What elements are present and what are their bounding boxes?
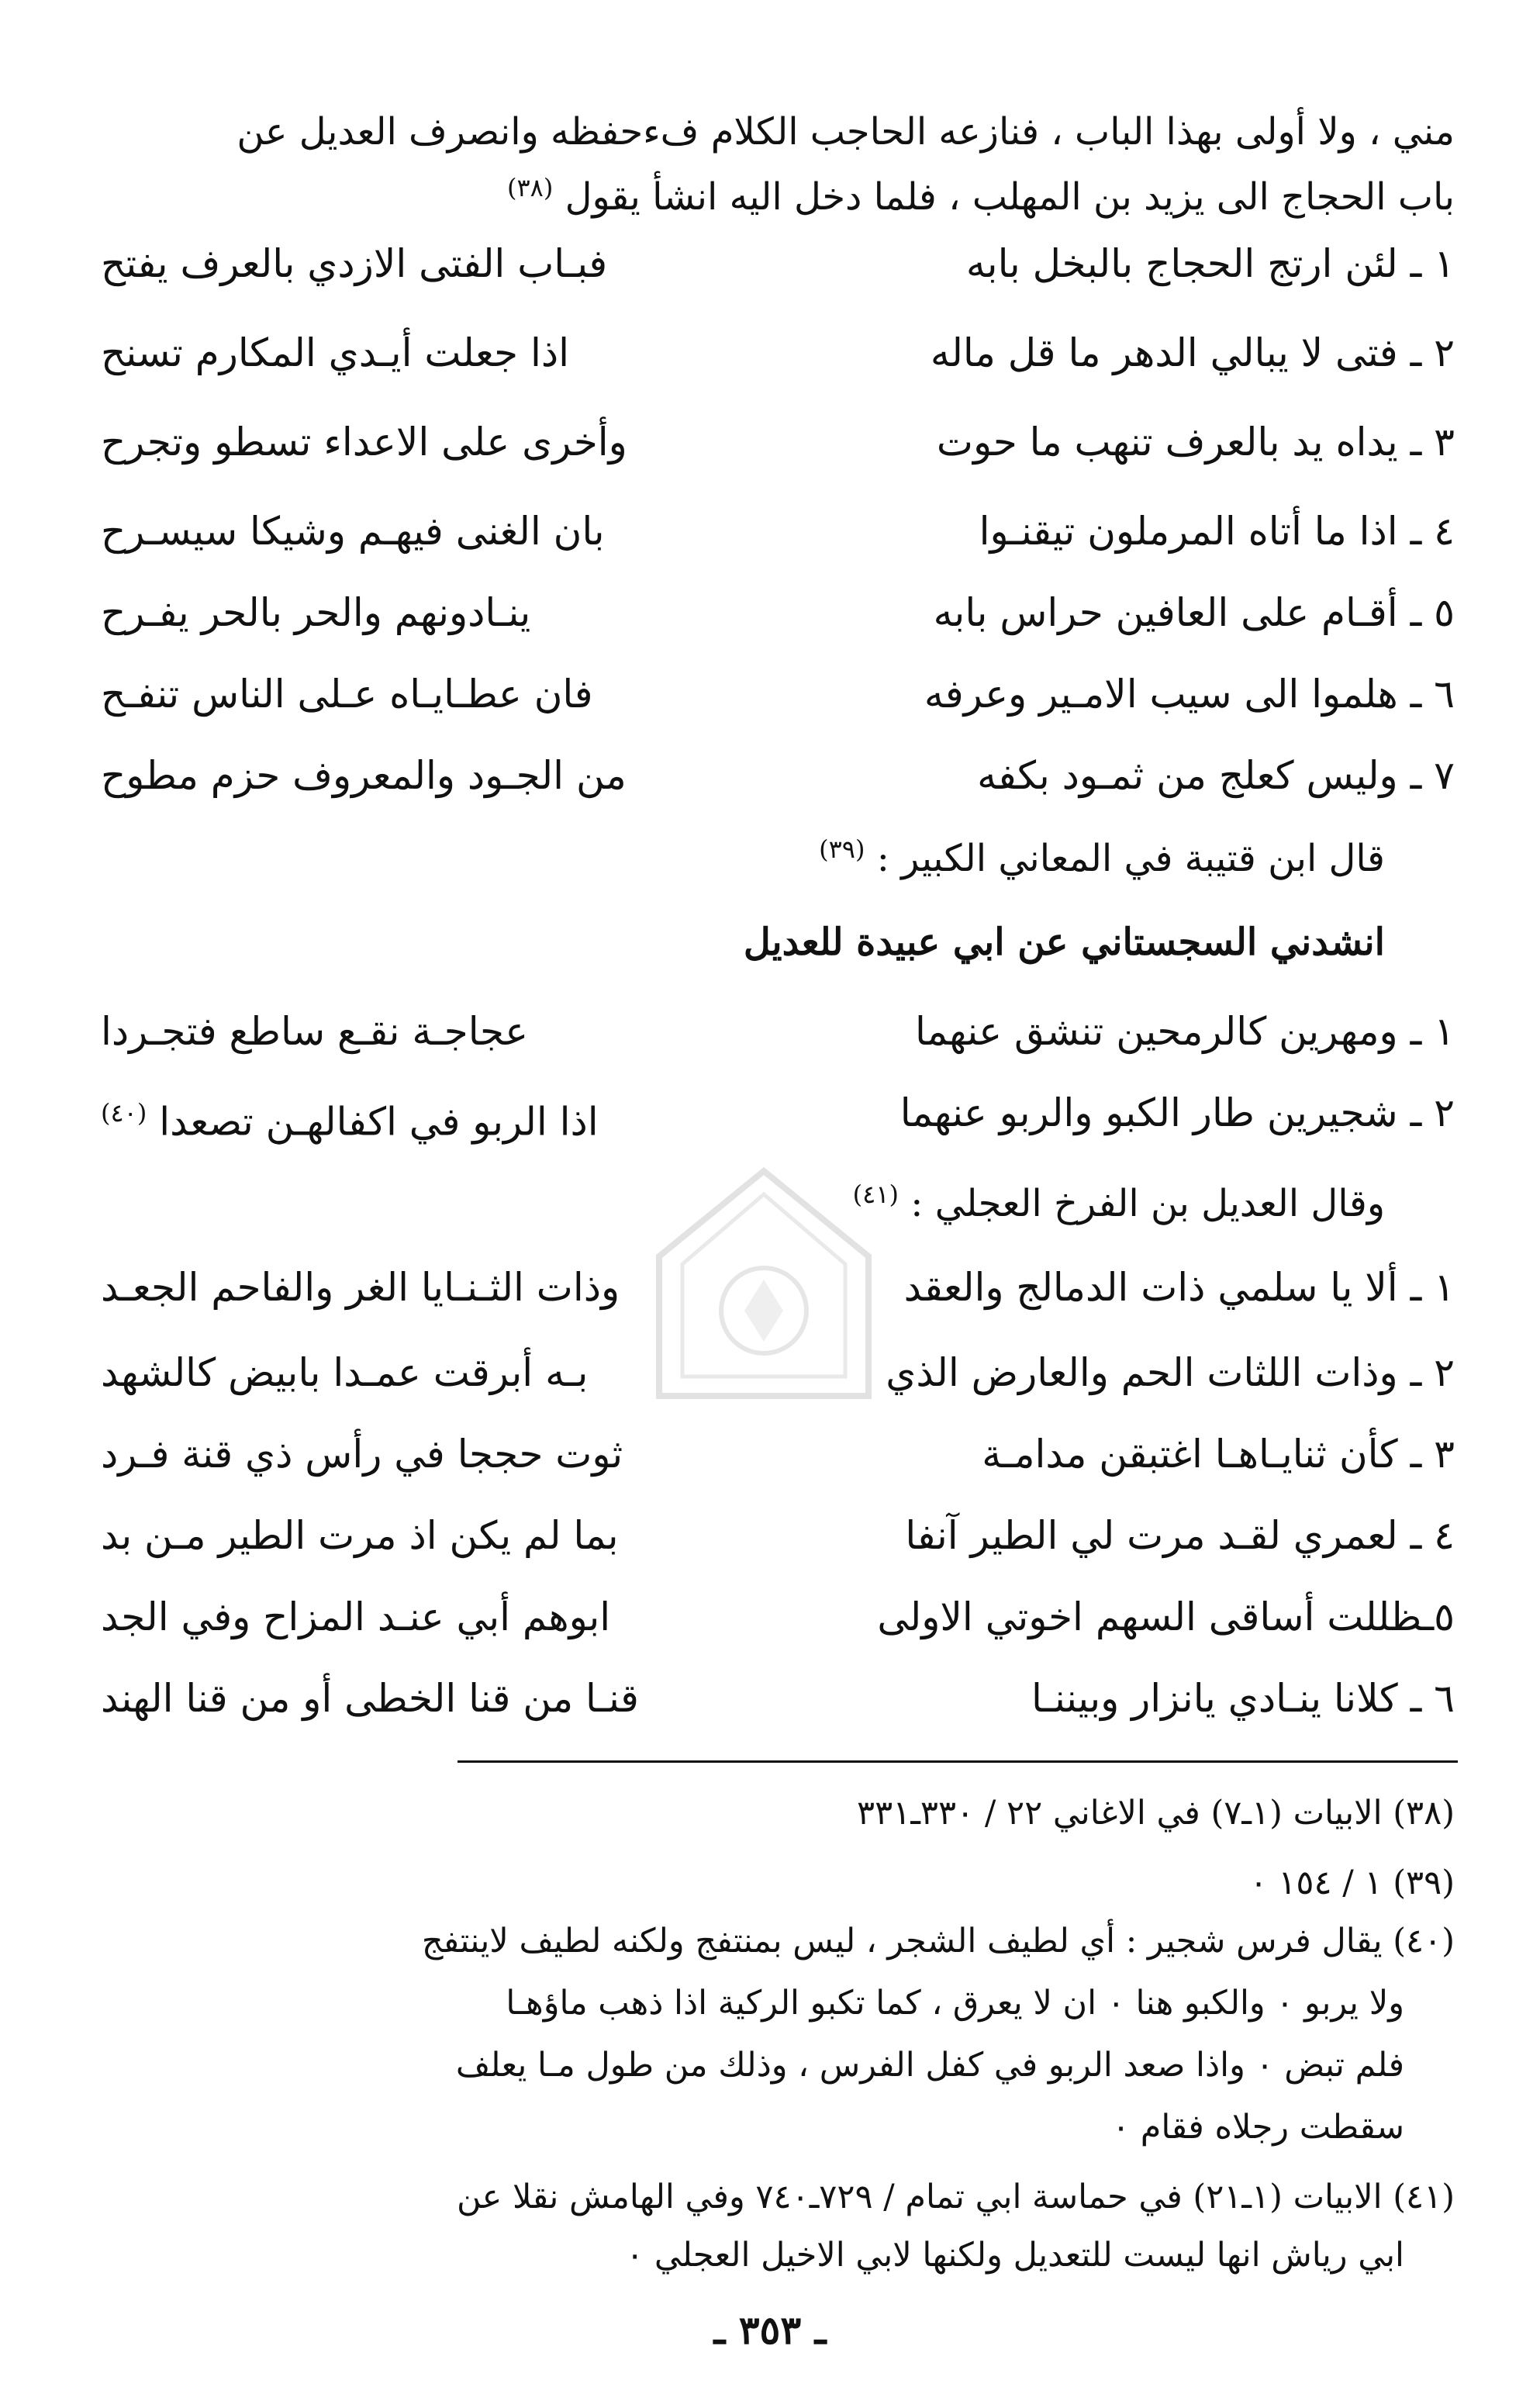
footnote-divider xyxy=(458,1760,1458,1763)
verse-3-4-hemistich-1: ٤ ـ لعمري لقـد مرت لي الطير آنفا xyxy=(905,1513,1455,1558)
verse-3-3-hemistich-2: ثوت حججا في رأس ذي قنة فـرد xyxy=(101,1432,623,1477)
verse-2-2-hemistich-1: ٢ ـ شجيرين طار الكبو والربو عنهما xyxy=(899,1090,1455,1135)
verse-1-2-hemistich-1: ٢ ـ فتى لا يبالي الدهر ما قل ماله xyxy=(930,330,1455,375)
verse-3-6-hemistich-1: ٦ ـ كلانا ينـادي يانزار وبيننـا xyxy=(1031,1676,1455,1721)
verse-2-1-hemistich-2: عجاجـة نقـع ساطع فتجـردا xyxy=(101,1009,529,1054)
verse-1-3-hemistich-1: ٣ ـ يداه يد بالعرف تنهب ما حوت xyxy=(936,420,1455,465)
quote-ibn-qutayba-text: قال ابن قتيبة في المعاني الكبير : xyxy=(876,837,1385,880)
verse-1-5-hemistich-1: ٥ ـ أقـام على العافين حراس بابه xyxy=(933,590,1455,635)
footnote-40-line-2: ولا يربو ٠ والكبو هنا ٠ ان لا يعرق ، كما تكبو الركية اذا ذهب ماؤهـا xyxy=(506,1984,1404,2023)
page-number: ـ ٣٥٣ ـ xyxy=(713,2307,827,2353)
verse-1-3-hemistich-2: وأخرى على الاعداء تسطو وتجرح xyxy=(101,420,627,465)
verse-1-6-hemistich-2: فان عطـايـاه عـلى الناس تنفـح xyxy=(101,672,593,717)
intro-line-2 xyxy=(85,164,1455,220)
verse-3-4-hemistich-2: بما لم يكن اذ مرت الطير مـن بد xyxy=(101,1513,619,1558)
quote-al-adil-text: وقال العديل بن الفرخ العجلي : xyxy=(910,1182,1385,1225)
footnote-ref-38: (٣٨) xyxy=(506,173,554,202)
footnote-ref-41: (٤١) xyxy=(852,1180,899,1209)
verse-3-2-hemistich-1: ٢ ـ وذات اللثات الحم والعارض الذي xyxy=(886,1350,1455,1395)
verse-3-6-hemistich-2: قنـا من قنا الخطى أو من قنا الهند xyxy=(101,1676,639,1721)
footnote-ref-40: (٤٠) xyxy=(101,1098,147,1128)
quote-ibn-qutayba xyxy=(85,826,1385,882)
quote-sijistani: انشدني السجستاني عن ابي عبيدة للعديل xyxy=(743,921,1385,964)
verse-3-1-hemistich-2: وذات الثـنـايا الغر والفاحم الجعـد xyxy=(101,1265,620,1310)
verse-1-6-hemistich-1: ٦ ـ هلموا الى سيب الامـير وعرفه xyxy=(924,672,1455,717)
verse-1-4-hemistich-1: ٤ ـ اذا ما أتاه المرملون تيقنـوا xyxy=(979,509,1455,554)
verse-3-2-hemistich-2: بـه أبرقت عمـدا بابيض كالشهد xyxy=(101,1350,589,1395)
verse-1-4-hemistich-2: بان الغنى فيهـم وشيكا سيسـرح xyxy=(101,509,605,554)
footnote-41-line-1: (٤١) الابيات (١ـ٢١) في حماسة ابي تمام / ٧٢٩ـ٧٤٠ وفي الهامش نقلا عن xyxy=(456,2178,1455,2216)
verse-3-3-hemistich-1: ٣ ـ كأن ثنايـاهـا اغتبقن مدامـة xyxy=(982,1432,1455,1477)
verse-2-2-hemistich-2-text: اذا الربو في اكفالهـن تصعدا xyxy=(159,1099,599,1145)
footnote-38: (٣٨) الابيات (١ـ٧) في الاغاني ٢٢ / ٣٣٠ـ٣٣١ xyxy=(857,1794,1455,1833)
footnote-40-line-3: فلم تبض ٠ واذا صعد الربو في كفل الفرس ، وذلك من طول مـا يعلف xyxy=(455,2046,1404,2085)
intro-line-2-text: باب الحجاج الى يزيد بن المهلب ، فلما دخل اليه انشأ يقول xyxy=(565,175,1455,219)
footnote-40-line-1: (٤٠) يقال فرس شجير : أي لطيف الشجر ، ليس بمنتفج ولكنه لطيف لاينتفج xyxy=(421,1922,1455,1961)
verse-3-5-hemistich-2: ابوهم أبي عنـد المزاح وفي الجد xyxy=(101,1594,611,1639)
verse-1-7-hemistich-1: ٧ ـ وليس كعلج من ثمـود بكفه xyxy=(977,753,1455,798)
verse-2-1-hemistich-1: ١ ـ ومهرين كالرمحين تنشق عنهما xyxy=(915,1009,1455,1054)
footnote-39: (٣٩) ١ / ١٥٤ ٠ xyxy=(1249,1864,1455,1902)
verse-1-1-hemistich-2: فبـاب الفتى الازدي بالعرف يفتح xyxy=(101,241,608,286)
verse-2-2-hemistich-2 xyxy=(101,1090,737,1145)
verse-3-1-hemistich-1: ١ ـ ألا يا سلمي ذات الدمالج والعقد xyxy=(903,1265,1455,1310)
verse-1-7-hemistich-2: من الجـود والمعروف حزم مطوح xyxy=(101,753,627,798)
footnote-ref-39: (٣٩) xyxy=(819,834,865,864)
quote-al-adil xyxy=(85,1171,1385,1227)
footnote-40-line-4: سقطت رجلاه فقام ٠ xyxy=(1112,2108,1404,2147)
verse-1-5-hemistich-2: ينـادونهم والحر بالحر يفـرح xyxy=(101,590,531,635)
verse-1-1-hemistich-1: ١ ـ لئن ارتج الحجاج بالبخل بابه xyxy=(965,241,1455,286)
footnote-41-line-2: ابي رياش انها ليست للتعديل ولكنها لابي الاخيل العجلي ٠ xyxy=(626,2236,1404,2275)
verse-1-2-hemistich-2: اذا جعلت أيـدي المكارم تسنح xyxy=(101,330,570,375)
intro-line-1: مني ، ولا أولى بهذا الباب ، فنازعه الحاجب الكلام فءحفظه وانصرف العديل عن xyxy=(237,110,1455,154)
verse-3-5-hemistich-1: ٥ـظللت أساقى السهم اخوتي الاولى xyxy=(877,1594,1455,1639)
